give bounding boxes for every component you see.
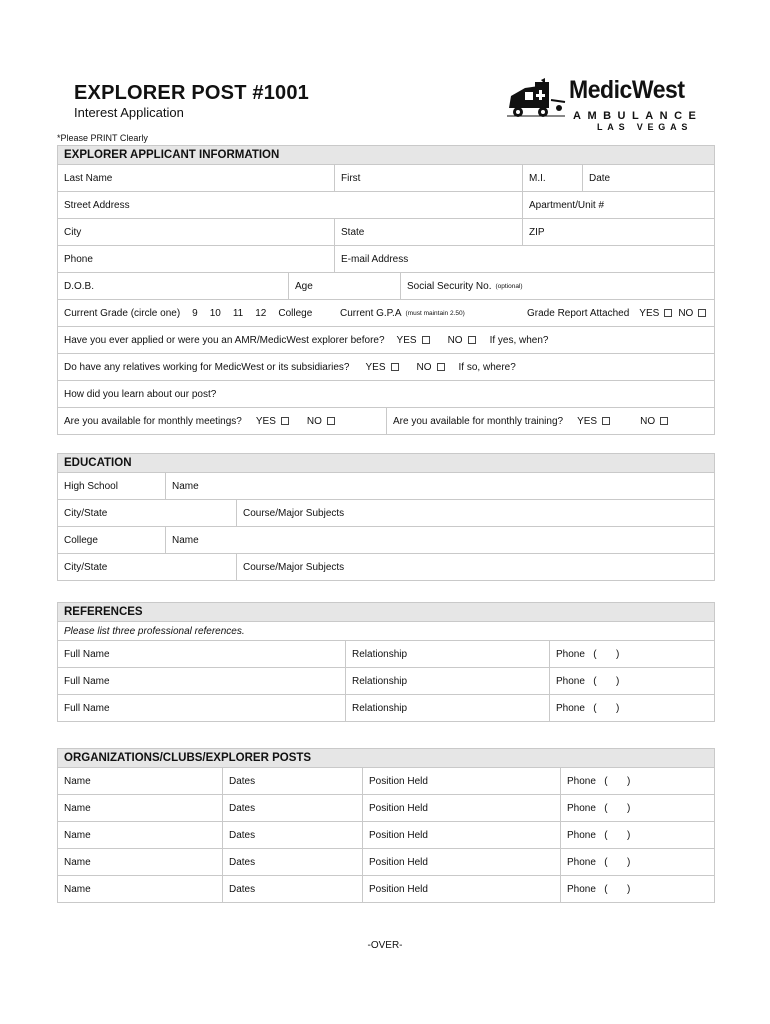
email-field[interactable]: E-mail Address [334,246,714,272]
org-dates-field[interactable]: Dates [222,849,362,875]
org-name-field[interactable]: Name [64,883,91,895]
reference-name-field[interactable]: Full Name [64,648,110,660]
org-position-field[interactable]: Position Held [362,876,560,902]
organization-row [58,768,714,795]
learn-row [58,381,714,408]
reference-row [58,668,714,695]
references-header: REFERENCES [58,603,714,622]
org-phone-field[interactable]: Phone ( ) [560,876,714,902]
applied-yes-checkbox[interactable] [422,336,430,344]
training-no-checkbox[interactable] [660,417,668,425]
dob-field[interactable]: D.O.B. [64,280,95,292]
reference-phone-field[interactable]: Phone ( ) [549,641,714,667]
mi-field[interactable]: M.I. [522,165,582,191]
state-field[interactable]: State [334,219,522,245]
grade-row [58,300,714,327]
organization-row [58,849,714,876]
reference-relationship-field[interactable]: Relationship [345,668,549,694]
references-instruction: Please list three professional references. [64,625,245,637]
relatives-row: Do have any relatives working for MedicWest or its subsidiaries? YES NO If so, where? [58,354,714,381]
learn-field[interactable]: How did you learn about our post? [64,388,217,400]
high-school-city-row [58,500,714,527]
over-label: -OVER- [367,940,403,951]
college-row [58,527,714,554]
relatives-where-label: If so, where? [458,361,516,373]
organizations-header: ORGANIZATIONS/CLUBS/EXPLORER POSTS [58,749,714,768]
meetings-no-checkbox[interactable] [327,417,335,425]
relatives-no-checkbox[interactable] [437,363,445,371]
reference-phone-field[interactable]: Phone ( ) [549,668,714,694]
logo-brand: MedicWest [569,76,685,104]
reference-name-field[interactable]: Full Name [64,702,110,714]
org-phone-field[interactable]: Phone ( ) [560,768,714,794]
org-phone-field[interactable]: Phone ( ) [560,822,714,848]
name-row [58,165,714,192]
high-school-course-field[interactable]: Course/Major Subjects [236,500,714,526]
logo-ambulance: AMBULANCE [573,110,703,122]
grade-option-9[interactable]: 9 [192,307,198,319]
training-question: Are you available for monthly training? [393,415,564,427]
org-dates-field[interactable]: Dates [222,795,362,821]
reference-relationship-field[interactable]: Relationship [345,695,549,721]
applied-question: Have you ever applied or were you an AMR/MedicWest explorer before? [64,334,385,346]
college-city-field[interactable]: City/State [64,561,108,573]
org-position-field[interactable]: Position Held [362,795,560,821]
meetings-yes-checkbox[interactable] [281,417,289,425]
org-dates-field[interactable]: Dates [222,876,362,902]
availability-row: Are you available for monthly meetings? YES NO Are you available for monthly training? YES NO [58,408,714,435]
reference-relationship-field[interactable]: Relationship [345,641,549,667]
street-address-field[interactable]: Street Address [64,199,130,211]
org-name-field[interactable]: Name [64,829,91,841]
education-header: EDUCATION [58,454,714,473]
high-school-city-field[interactable]: City/State [64,507,108,519]
phone-field[interactable]: Phone [64,253,93,265]
grade-report-field: Grade Report Attached YES NO [521,300,714,326]
high-school-name-field[interactable]: Name [165,473,714,499]
first-name-field[interactable]: First [334,165,522,191]
gpa-field[interactable]: Current G.P.A (must maintain 2.50) [340,307,465,319]
medicwest-logo [505,76,710,136]
reference-row [58,695,714,722]
college-name-field[interactable]: Name [165,527,714,553]
grade-report-yes-checkbox[interactable] [664,309,672,317]
org-name-field[interactable]: Name [64,775,91,787]
college-label: College [64,534,98,546]
grade-field[interactable]: Current Grade (circle one) 9 10 11 12 College [64,307,313,319]
applied-when-label: If yes, when? [489,334,549,346]
age-field[interactable]: Age [288,273,400,299]
org-position-field[interactable]: Position Held [362,768,560,794]
city-row [58,219,714,246]
grade-option-10[interactable]: 10 [209,307,221,319]
date-field[interactable]: Date [582,165,714,191]
college-course-field[interactable]: Course/Major Subjects [236,554,714,580]
org-name-field[interactable]: Name [64,802,91,814]
reference-phone-field[interactable]: Phone ( ) [549,695,714,721]
org-position-field[interactable]: Position Held [362,849,560,875]
org-dates-field[interactable]: Dates [222,768,362,794]
city-field[interactable]: City [64,226,82,238]
form-subtitle: Interest Application [74,105,184,120]
organizations-section [57,748,715,903]
relatives-question: Do have any relatives working for MedicWest or its subsidiaries? [64,361,350,373]
reference-row [58,641,714,668]
grade-report-no-checkbox[interactable] [698,309,706,317]
college-city-row [58,554,714,581]
applied-no-checkbox[interactable] [468,336,476,344]
org-name-field[interactable]: Name [64,856,91,868]
high-school-row [58,473,714,500]
logo-las-vegas: LAS VEGAS [597,122,693,132]
applied-row: Have you ever applied or were you an AMR/MedicWest explorer before? YES NO If yes, when? [58,327,714,354]
last-name-field[interactable]: Last Name [64,172,113,184]
apartment-field[interactable]: Apartment/Unit # [522,192,714,218]
grade-option-12[interactable]: 12 [255,307,267,319]
org-position-field[interactable]: Position Held [362,822,560,848]
zip-field[interactable]: ZIP [522,219,714,245]
meetings-question: Are you available for monthly meetings? [64,415,242,427]
org-phone-field[interactable]: Phone ( ) [560,849,714,875]
dob-row [58,273,714,300]
org-dates-field[interactable]: Dates [222,822,362,848]
training-yes-checkbox[interactable] [602,417,610,425]
org-phone-field[interactable]: Phone ( ) [560,795,714,821]
applicant-section [57,145,715,435]
education-section [57,453,715,581]
references-instruction-row [58,622,714,641]
organization-row [58,795,714,822]
ssn-field[interactable]: Social Security No. (optional) [400,273,714,299]
high-school-label: High School [64,480,118,492]
grade-option-college[interactable]: College [278,307,313,319]
organization-row [58,822,714,849]
relatives-yes-checkbox[interactable] [391,363,399,371]
form-title: EXPLORER POST #1001 [74,82,310,104]
applicant-header: EXPLORER APPLICANT INFORMATION [58,146,714,165]
references-section [57,602,715,722]
organization-row [58,876,714,903]
grade-option-11[interactable]: 11 [232,307,244,319]
street-row [58,192,714,219]
ambulance-icon [505,78,567,124]
phone-row [58,246,714,273]
print-note: *Please PRINT Clearly [57,133,148,143]
reference-name-field[interactable]: Full Name [64,675,110,687]
